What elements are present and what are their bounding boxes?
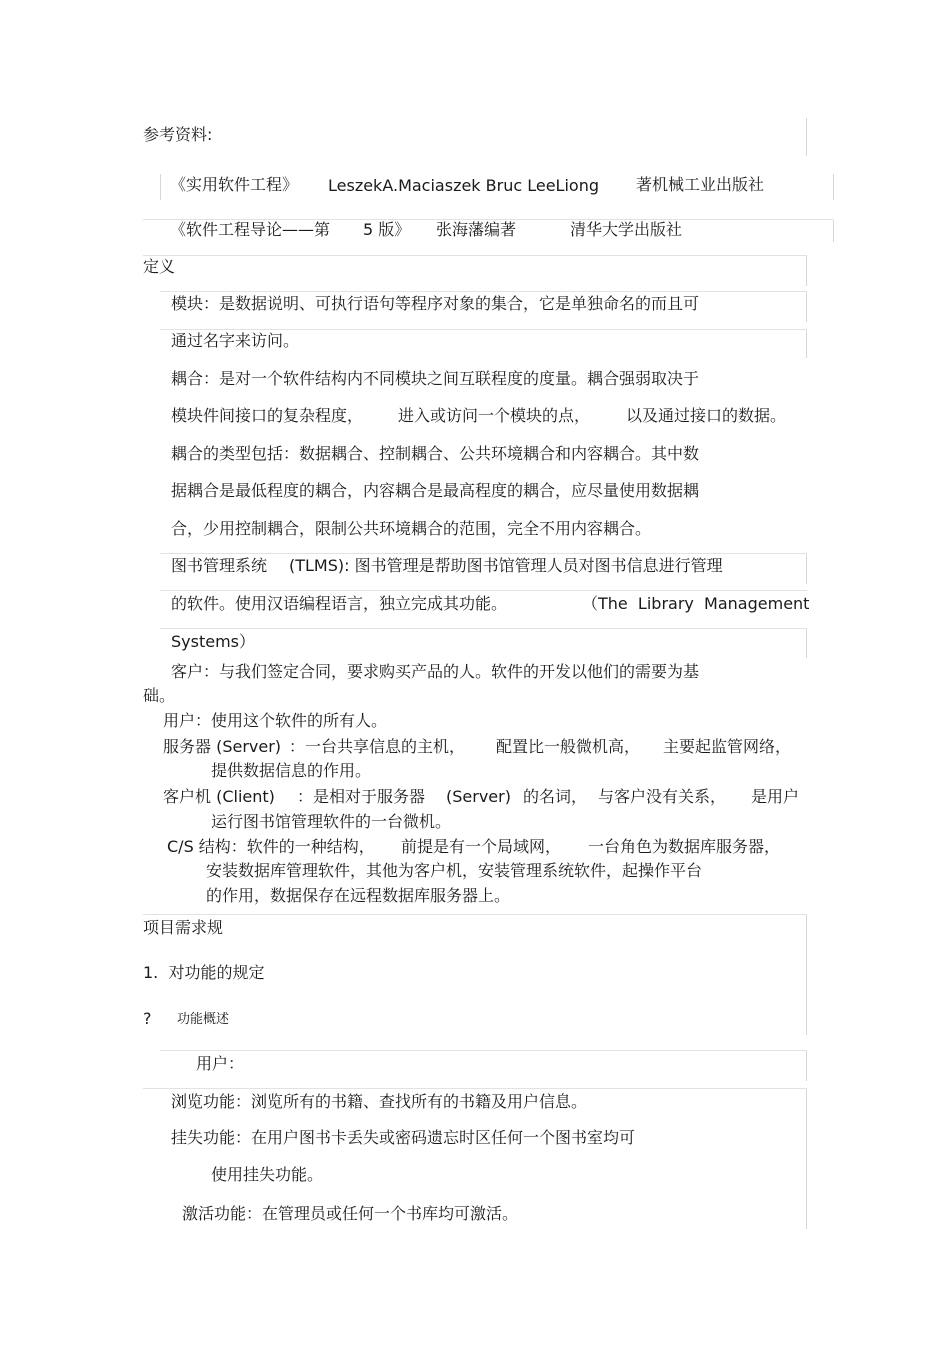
table-border	[160, 174, 161, 200]
book2-edition: 5 版》	[363, 220, 411, 239]
references-heading: 参考资料:	[143, 125, 213, 144]
book2-title: 《软件工程导论——第	[170, 220, 331, 239]
user-definition: 用户：使用这个软件的所有人。	[163, 711, 388, 730]
cs-definition-line: 前提是有一个局域网，	[401, 837, 562, 856]
module-definition-line: 模块：是数据说明、可执行语句等程序对象的集合，它是单独命名的而且可	[171, 294, 700, 313]
table-border	[806, 1089, 807, 1229]
tlms-definition-line: 图书管理系统	[171, 556, 268, 575]
table-border	[806, 256, 807, 286]
book1-title: 《实用软件工程》	[170, 175, 299, 194]
coupling-definition-line: 合，少用控制耦合，限制公共环境耦合的范围，完全不用内容耦合。	[171, 519, 652, 538]
bullet-marker: ?	[143, 1009, 152, 1028]
requirements-heading: 项目需求规	[143, 918, 224, 937]
table-border	[806, 118, 807, 156]
user-label: 用户：	[196, 1054, 245, 1073]
table-border	[806, 628, 807, 658]
function-overview-label: 功能概述	[177, 1012, 230, 1027]
loss-report-function: 使用挂失功能。	[211, 1165, 324, 1184]
tlms-definition-line: (TLMS): 图书管理是帮助图书馆管理人员对图书信息进行管理	[289, 556, 723, 575]
customer-definition-line: 客户：与我们签定合同，要求购买产品的人。软件的开发以他们的需要为基	[171, 662, 700, 681]
tlms-definition-line: Systems）	[171, 632, 256, 651]
function-spec-item: 1. 对功能的规定	[143, 963, 265, 982]
coupling-definition-line: 模块件间接口的复杂程度，	[171, 406, 364, 425]
activate-function: 激活功能：在管理员或任何一个书库均可激活。	[182, 1204, 519, 1223]
server-definition-line: ：一台共享信息的主机，	[289, 737, 466, 756]
table-border	[160, 1050, 807, 1051]
table-border	[160, 329, 807, 330]
server-definition-line: 服务器 (Server)	[163, 737, 282, 756]
definitions-heading: 定义	[143, 257, 176, 276]
book2-publisher: 清华大学出版社	[570, 220, 683, 239]
server-definition-line: 提供数据信息的作用。	[211, 761, 372, 780]
coupling-definition-line: 以及通过接口的数据。	[626, 406, 787, 425]
book2-author: 张海藩编著	[436, 220, 517, 239]
table-border	[806, 330, 807, 358]
cs-definition-line: 安装数据库管理软件，其他为客户机，安装管理系统软件，起操作平台	[206, 861, 703, 880]
table-border	[160, 628, 807, 629]
table-border	[806, 915, 807, 1035]
browse-function: 浏览功能：浏览所有的书籍、查找所有的书籍及用户信息。	[171, 1092, 588, 1111]
book1-publisher: 著机械工业出版社	[636, 175, 765, 194]
table-border	[143, 255, 807, 256]
coupling-definition-line: 进入或访问一个模块的点，	[398, 406, 591, 425]
client-definition-line: 与客户没有关系，	[598, 787, 727, 806]
coupling-definition-line: 耦合：是对一个软件结构内不同模块之间互联程度的度量。耦合强弱取决于	[171, 369, 700, 388]
client-definition-line: 运行图书馆管理软件的一台微机。	[211, 812, 452, 831]
server-definition-line: 配置比一般微机高，	[496, 737, 641, 756]
table-border	[833, 220, 834, 242]
table-border	[806, 554, 807, 584]
table-border	[160, 291, 807, 292]
coupling-definition-line: 耦合的类型包括：数据耦合、控制耦合、公共环境耦合和内容耦合。其中数	[171, 444, 700, 463]
customer-definition-line: 础。	[143, 686, 176, 705]
table-border	[833, 174, 834, 200]
coupling-definition-line: 据耦合是最低程度的耦合，内容耦合是最高程度的耦合，应尽量使用数据耦	[171, 481, 700, 500]
table-border	[160, 553, 807, 554]
book1-authors: LeszekA.Maciaszek Bruc LeeLiong	[328, 176, 599, 195]
cs-definition-line: C/S 结构：软件的一种结构，	[167, 837, 375, 856]
table-border	[143, 1088, 807, 1089]
cs-definition-line: 的作用，数据保存在远程数据库服务器上。	[206, 886, 511, 905]
table-border	[143, 914, 807, 915]
cs-definition-line: 一台角色为数据库服务器，	[588, 837, 781, 856]
table-border	[160, 590, 807, 591]
tlms-definition-line: 的软件。使用汉语编程语言，独立完成其功能。	[171, 594, 508, 613]
client-definition-line: ：是相对于服务器	[297, 787, 426, 806]
server-definition-line: 主要起监管网络，	[663, 737, 792, 756]
module-definition-line: 通过名字来访问。	[171, 331, 300, 350]
tlms-definition-line: （The Library Management	[582, 594, 810, 613]
loss-report-function: 挂失功能：在用户图书卡丢失或密码遗忘时区任何一个图书室均可	[171, 1128, 636, 1147]
client-definition-line: 的名词，	[523, 787, 588, 806]
client-definition-line: 客户机 (Client)	[163, 787, 275, 806]
table-border	[806, 1051, 807, 1081]
client-definition-line: 是用户	[751, 787, 800, 806]
table-border	[806, 292, 807, 322]
client-definition-line: (Server)	[446, 787, 511, 806]
